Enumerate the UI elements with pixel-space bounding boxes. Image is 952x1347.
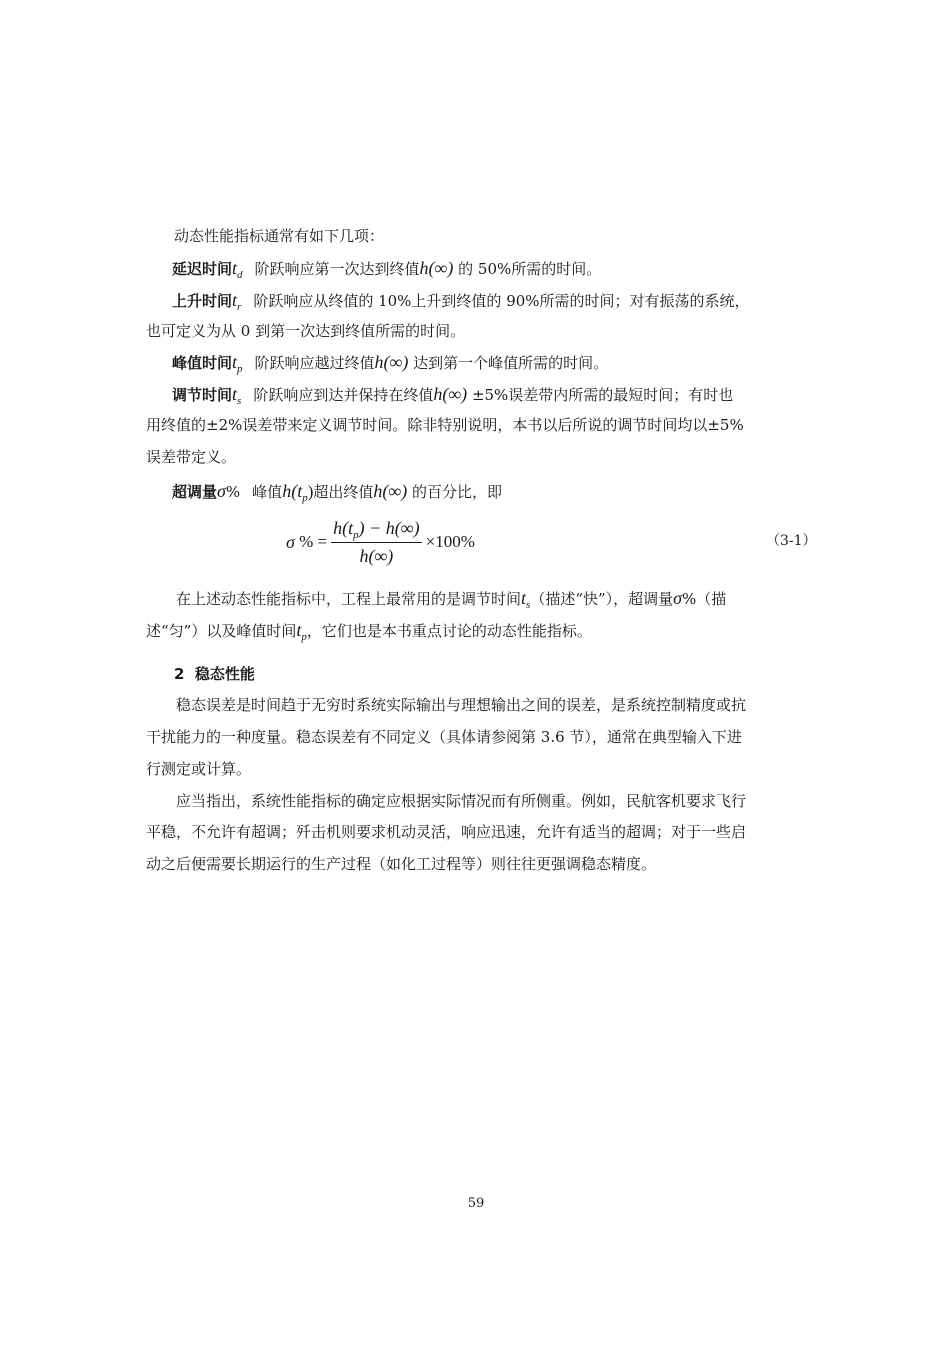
delay-time-subscript: d <box>237 269 243 281</box>
delay-time-text-after: 的 50%所需的时间。 <box>458 260 602 278</box>
equation-number: （3-1） <box>766 533 817 549</box>
steady-state-text2: 干扰能力的一种度量。稳态误差有不同定义（具体请参阅第 3.6 节），通常在典型输入下进 <box>146 728 742 746</box>
intro-line <box>174 226 838 246</box>
formula-sigma: σ <box>286 531 295 552</box>
overshoot-h: h( <box>282 481 298 501</box>
conclusion-text3: 动之后便需要长期运行的生产过程（如化工过程等）则往往更强调稳态精度。 <box>146 855 657 873</box>
page-number: 59 <box>467 1196 485 1211</box>
overshoot-formula <box>286 512 475 572</box>
formula-fraction <box>331 517 421 567</box>
steady-state-text3: 行测定或计算。 <box>146 760 252 778</box>
overshoot-text2: 超出终值 <box>313 483 374 501</box>
summary-line1-c: %（描 <box>682 590 727 608</box>
settling-time-line2: 用终值的±2%误差带来定义调节时间。除非特别说明，本书以后所说的调节时间均以±5% <box>146 416 744 434</box>
intro-text: 动态性能指标通常有如下几项： <box>174 227 385 245</box>
settling-time-line3-row <box>146 447 810 467</box>
peak-time-hinf: h(∞) <box>374 352 409 372</box>
formula-num-rest: ) − h(∞) <box>358 518 420 538</box>
section-heading: 2 稳态性能 <box>174 665 255 683</box>
summary-line1-b: （描述“快”），超调量 <box>530 590 674 608</box>
formula-numerator <box>331 517 421 543</box>
formula-num-subscript: p <box>353 529 359 541</box>
overshoot-sigma: σ <box>217 481 226 501</box>
formula-lhs-rest: % = <box>299 532 328 551</box>
summary-line1-sigma: σ <box>673 588 683 608</box>
overshoot-text1: 峰值 <box>252 483 283 501</box>
summary-line2-a: 述“匀”）以及峰值时间 <box>146 622 297 640</box>
delay-time-symbol: t <box>232 258 238 278</box>
rise-time-line1: 阶跃响应从终值的 10%上升到终值的 90%所需的时间；对有振荡的系统， <box>253 292 750 310</box>
rise-time-line2-row <box>146 321 810 341</box>
overshoot-t: t <box>297 481 303 501</box>
settling-time-hinf: h(∞) <box>433 384 468 404</box>
overshoot-term: 超调量 <box>172 483 218 501</box>
formula-num-h: h( <box>333 518 349 538</box>
overshoot-subscript: p <box>302 492 308 504</box>
delay-time-text-before: 阶跃响应第一次达到终值 <box>254 260 420 278</box>
overshoot-item <box>172 481 836 502</box>
rise-time-subscript: r <box>237 301 242 313</box>
summary-line1-subscript: s <box>526 599 531 611</box>
conclusion-text2: 平稳，不允许有超调；歼击机则要求机动灵活，响应迅速，允许有适当的超调；对于一些启 <box>146 823 747 841</box>
rise-time-item <box>172 290 810 311</box>
formula-times: ×100% <box>425 532 475 551</box>
conclusion-line1 <box>176 791 810 811</box>
conclusion-line2 <box>146 822 810 842</box>
delay-time-hinf: h(∞) <box>419 258 454 278</box>
delay-time-term: 延迟时间 <box>172 260 233 278</box>
settling-time-item <box>172 384 810 405</box>
peak-time-term: 峰值时间 <box>172 354 233 372</box>
peak-time-text-before: 阶跃响应越过终值 <box>254 354 375 372</box>
peak-time-subscript: p <box>237 363 243 375</box>
peak-time-text-after: 达到第一个峰值所需的时间。 <box>413 354 609 372</box>
settling-time-line2-row <box>146 415 810 435</box>
summary-line1-a: 在上述动态性能指标中，工程上最常用的是调节时间 <box>176 590 522 608</box>
rise-time-line2: 也可定义为从 0 到第一次达到终值所需的时间。 <box>146 322 466 340</box>
overshoot-percent: % <box>225 483 241 501</box>
peak-time-item <box>172 352 836 373</box>
delay-time-item <box>172 258 836 279</box>
peak-time-symbol: t <box>232 352 238 372</box>
settling-time-text-after: ±5%误差带内所需的最短时间；有时也 <box>471 386 734 404</box>
formula-denominator: h(∞) <box>359 546 394 566</box>
overshoot-close: ) <box>307 482 314 501</box>
steady-state-line2 <box>146 727 810 747</box>
rise-time-symbol: t <box>232 290 238 310</box>
summary-line2-subscript: p <box>301 631 307 643</box>
steady-state-text1: 稳态误差是时间趋于无穷时系统实际输出与理想输出之间的误差，是系统控制精度或抗 <box>176 696 747 714</box>
overshoot-text3: 的百分比，即 <box>412 483 503 501</box>
overshoot-hinf: h(∞) <box>373 481 408 501</box>
settling-time-symbol: t <box>232 384 238 404</box>
settling-time-subscript: s <box>237 395 242 407</box>
steady-state-line3 <box>146 759 810 779</box>
settling-time-line3: 误差带定义。 <box>146 448 237 466</box>
rise-time-term: 上升时间 <box>172 292 233 310</box>
summary-line2-t: t <box>296 620 302 640</box>
settling-time-text-before: 阶跃响应到达并保持在终值 <box>253 386 434 404</box>
settling-time-term: 调节时间 <box>172 386 233 404</box>
steady-state-line1 <box>176 695 810 715</box>
conclusion-text1: 应当指出，系统性能指标的确定应根据实际情况而有所侧重。例如，民航客机要求飞行 <box>176 792 747 810</box>
summary-line2 <box>146 620 810 641</box>
summary-line2-b: ，它们也是本书重点讨论的动态性能指标。 <box>306 622 592 640</box>
summary-line1-t: t <box>521 588 527 608</box>
conclusion-line3 <box>146 854 810 874</box>
summary-line1 <box>176 588 810 609</box>
formula-num-t: t <box>348 518 354 538</box>
